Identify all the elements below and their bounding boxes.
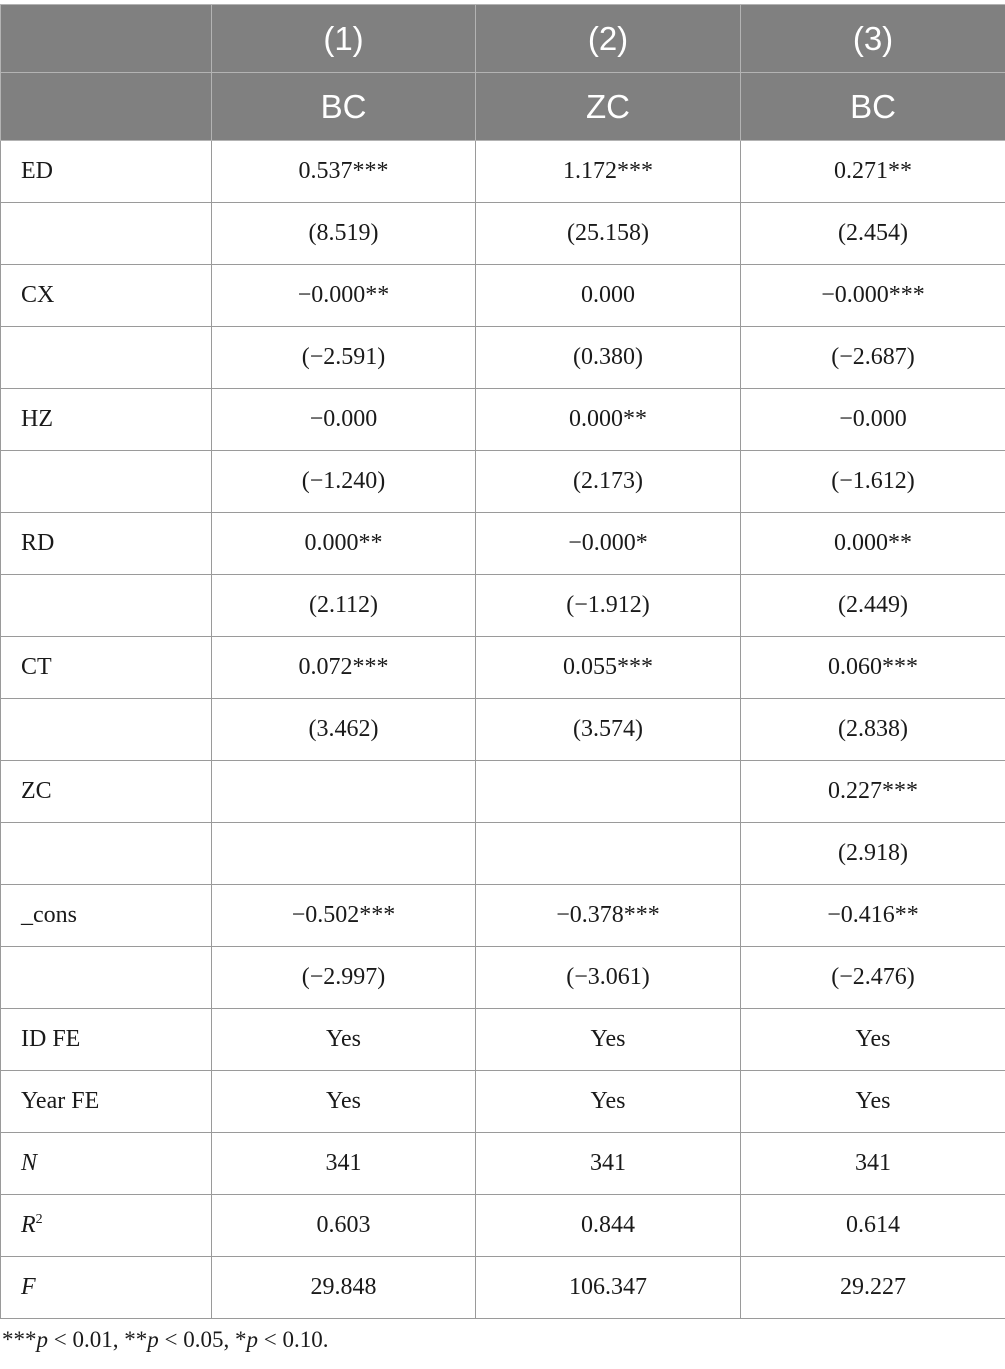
- footnote-stars: **: [124, 1327, 148, 1352]
- row-label: RD: [1, 513, 212, 575]
- cell-value: 0.000**: [741, 513, 1005, 575]
- cell-value: −0.416**: [741, 885, 1005, 947]
- footnote-p: p: [246, 1327, 258, 1352]
- table-row: [1, 1071, 1005, 1133]
- cell-value: (2.838): [741, 699, 1005, 761]
- footnote-threshold: < 0.10.: [257, 1327, 329, 1352]
- cell-value: −0.000*: [476, 513, 741, 575]
- cell-value: Yes: [212, 1071, 476, 1133]
- cell-value: −0.000**: [212, 265, 476, 327]
- header-depvar-3: BC: [741, 73, 1005, 141]
- cell-value: 341: [476, 1133, 741, 1195]
- cell-value: Yes: [741, 1071, 1005, 1133]
- row-label: CT: [1, 637, 212, 699]
- row-label: ED: [1, 141, 212, 203]
- row-label: [1, 575, 212, 637]
- cell-value: (8.519): [212, 203, 476, 265]
- row-label: N: [1, 1133, 212, 1195]
- row-label: [1, 699, 212, 761]
- row-label-text: R: [21, 1212, 36, 1238]
- footnote-threshold: < 0.05,: [158, 1327, 235, 1352]
- table-row: [1, 1133, 1005, 1195]
- cell-value: 29.227: [741, 1257, 1005, 1319]
- table-row: [1, 513, 1005, 575]
- table-row: [1, 1257, 1005, 1319]
- cell-value: 0.000**: [476, 389, 741, 451]
- header-model-2: (2): [476, 5, 741, 73]
- table-row: [1, 885, 1005, 947]
- cell-value: 106.347: [476, 1257, 741, 1319]
- cell-value: [476, 823, 741, 885]
- cell-value: (−2.997): [212, 947, 476, 1009]
- table-row: [1, 1009, 1005, 1071]
- header-row-model-numbers: [1, 5, 1005, 73]
- cell-value: (−2.591): [212, 327, 476, 389]
- cell-value: [476, 761, 741, 823]
- cell-value: 0.227***: [741, 761, 1005, 823]
- cell-value: (2.918): [741, 823, 1005, 885]
- row-label: [1, 203, 212, 265]
- cell-value: 0.060***: [741, 637, 1005, 699]
- cell-value: (−1.912): [476, 575, 741, 637]
- cell-value: 0.072***: [212, 637, 476, 699]
- cell-value: (−1.612): [741, 451, 1005, 513]
- footnote-stars: *: [234, 1327, 247, 1352]
- header-empty-cell: [1, 5, 212, 73]
- row-label-superscript: 2: [35, 1212, 43, 1227]
- cell-value: (2.449): [741, 575, 1005, 637]
- cell-value: [212, 823, 476, 885]
- table-row: [1, 637, 1005, 699]
- regression-table: [0, 4, 1005, 1319]
- cell-value: Yes: [212, 1009, 476, 1071]
- header-row-dependent-vars: [1, 73, 1005, 141]
- row-label: HZ: [1, 389, 212, 451]
- cell-value: (2.112): [212, 575, 476, 637]
- cell-value: −0.378***: [476, 885, 741, 947]
- table-row: [1, 575, 1005, 637]
- cell-value: (−1.240): [212, 451, 476, 513]
- table-row: [1, 327, 1005, 389]
- cell-value: Yes: [476, 1009, 741, 1071]
- cell-value: 341: [741, 1133, 1005, 1195]
- row-label: [1, 327, 212, 389]
- table-row: [1, 761, 1005, 823]
- cell-value: 0.603: [212, 1195, 476, 1257]
- cell-value: −0.000: [741, 389, 1005, 451]
- cell-value: (−3.061): [476, 947, 741, 1009]
- row-label: [1, 823, 212, 885]
- table-row: [1, 265, 1005, 327]
- cell-value: Yes: [476, 1071, 741, 1133]
- cell-value: [212, 761, 476, 823]
- row-label: _cons: [1, 885, 212, 947]
- table-row: [1, 389, 1005, 451]
- cell-value: 0.614: [741, 1195, 1005, 1257]
- row-label: F: [1, 1257, 212, 1319]
- cell-value: Yes: [741, 1009, 1005, 1071]
- cell-value: 0.537***: [212, 141, 476, 203]
- header-depvar-2: ZC: [476, 73, 741, 141]
- cell-value: −0.502***: [212, 885, 476, 947]
- table-row: [1, 699, 1005, 761]
- cell-value: 0.271**: [741, 141, 1005, 203]
- row-label: [1, 451, 212, 513]
- cell-value: 0.000: [476, 265, 741, 327]
- footnote-p: p: [36, 1327, 48, 1352]
- cell-value: 0.000**: [212, 513, 476, 575]
- cell-value: (2.454): [741, 203, 1005, 265]
- cell-value: 29.848: [212, 1257, 476, 1319]
- cell-value: 1.172***: [476, 141, 741, 203]
- header-model-3: (3): [741, 5, 1005, 73]
- cell-value: (3.462): [212, 699, 476, 761]
- header-depvar-1: BC: [212, 73, 476, 141]
- cell-value: (−2.476): [741, 947, 1005, 1009]
- cell-value: 0.844: [476, 1195, 741, 1257]
- table-row: [1, 1195, 1005, 1257]
- cell-value: (2.173): [476, 451, 741, 513]
- footnote-p: p: [147, 1327, 159, 1352]
- row-label: ZC: [1, 761, 212, 823]
- cell-value: (0.380): [476, 327, 741, 389]
- footnote-stars: ***: [2, 1327, 37, 1352]
- cell-value: (25.158): [476, 203, 741, 265]
- cell-value: 341: [212, 1133, 476, 1195]
- footnote-threshold: < 0.01,: [48, 1327, 125, 1352]
- cell-value: −0.000***: [741, 265, 1005, 327]
- row-label: Year FE: [1, 1071, 212, 1133]
- cell-value: 0.055***: [476, 637, 741, 699]
- cell-value: (−2.687): [741, 327, 1005, 389]
- row-label: [1, 1195, 212, 1257]
- header-empty-cell: [1, 73, 212, 141]
- row-label: CX: [1, 265, 212, 327]
- row-label: ID FE: [1, 1009, 212, 1071]
- table-row: [1, 203, 1005, 265]
- cell-value: −0.000: [212, 389, 476, 451]
- header-model-1: (1): [212, 5, 476, 73]
- table-row: [1, 141, 1005, 203]
- row-label: [1, 947, 212, 1009]
- table-row: [1, 947, 1005, 1009]
- table-row: [1, 451, 1005, 513]
- table-row: [1, 823, 1005, 885]
- significance-footnote: [2, 1327, 328, 1353]
- cell-value: (3.574): [476, 699, 741, 761]
